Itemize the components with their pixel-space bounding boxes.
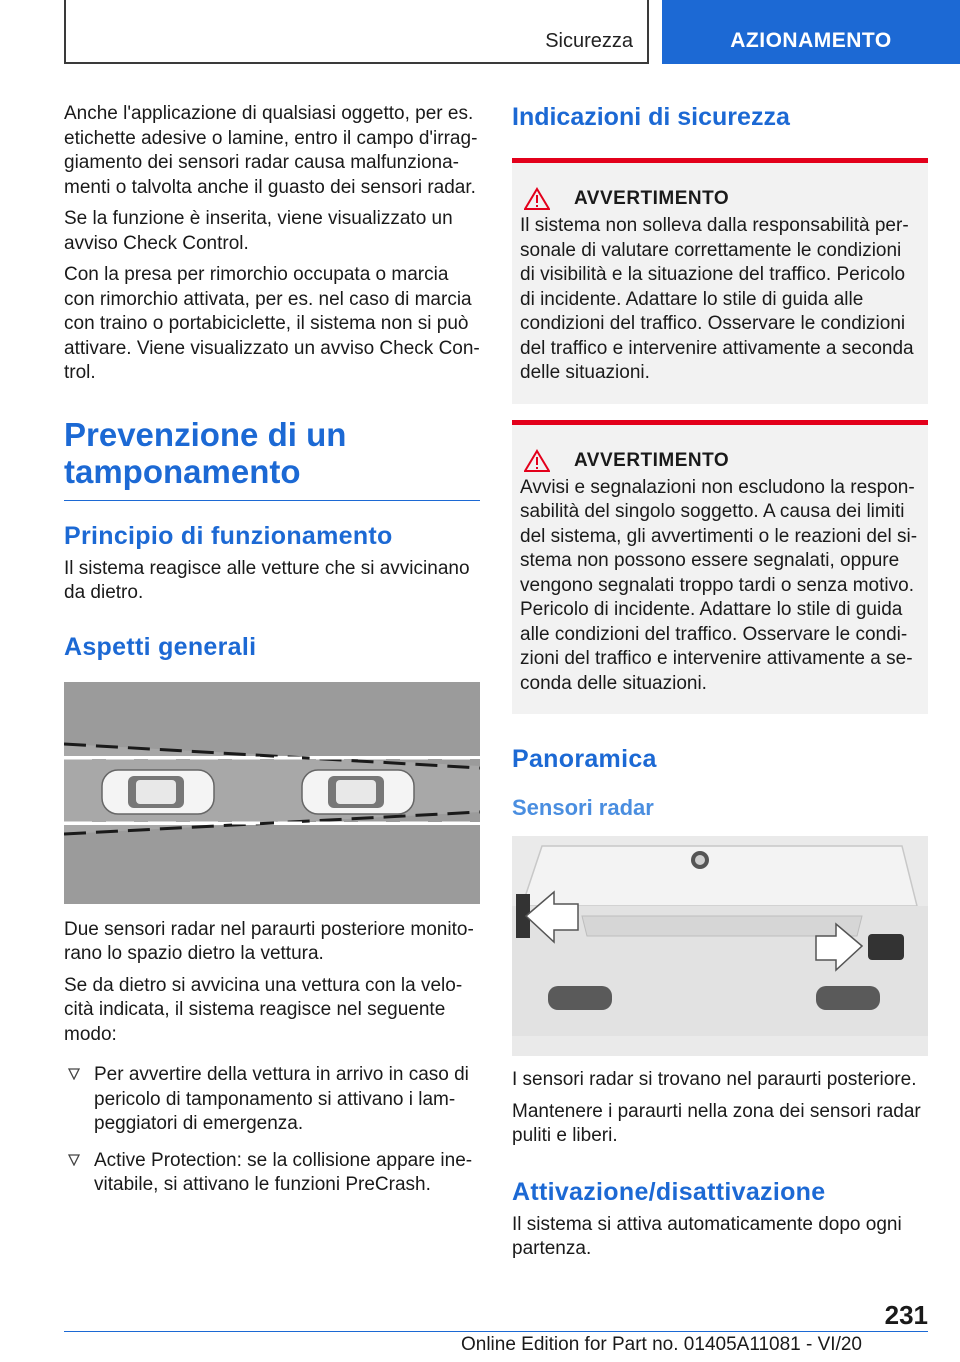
list-item bbox=[64, 1063, 480, 1137]
paragraph: Con la presa per rimorchio occupata o marcia con rimorchio attivata, per es. nel caso di marcia con traino o portabiciclette, il sistema non si può attivare. Viene visualizzato un avviso Check Control. bbox=[64, 264, 480, 383]
warning-triangle-icon bbox=[524, 449, 550, 473]
right-column bbox=[512, 102, 928, 1269]
paragraph: Anche l'applicazione di qualsiasi oggetto, per es. etichette adesive o lamine, entro il campo d'irraggiamento dei sensori radar causa malfunzionamenti o talvolta anche il guasto dei sensori radar. bbox=[64, 103, 478, 198]
warning-title: AVVERTIMENTO bbox=[574, 449, 730, 471]
paragraph: Il sistema si attiva automaticamente dopo ogni partenza. bbox=[512, 1213, 902, 1259]
triangle-bullet-icon bbox=[68, 1068, 80, 1080]
header-chapter-tab[interactable] bbox=[662, 0, 960, 64]
paragraph: I sensori radar si trovano nel paraurti posteriore. bbox=[512, 1069, 917, 1090]
warning-header bbox=[520, 449, 920, 473]
paragraph: Il sistema reagisce alle vetture che si avvicinano da dietro. bbox=[64, 557, 470, 603]
paragraph: Mantenere i paraurti nella zona dei sensori radar puliti e liberi. bbox=[512, 1100, 921, 1146]
warning-text: Il sistema non solleva dalla responsabilità personale di valutare correttamente le condizioni di visibilità e la situazione del traffico. Pericolo di incidente. Adattare lo stile di guida alle condizioni del traffico. Osservare le condizioni del traffico e intervenire attivamente a seconda delle situazioni. bbox=[520, 215, 914, 383]
list-item bbox=[64, 1149, 480, 1198]
header-section-box bbox=[64, 0, 649, 64]
subsection-heading: Attivazione/disattivazione bbox=[512, 1177, 826, 1206]
bullet-list bbox=[64, 1063, 480, 1198]
list-item-text: Per avvertire della vettura in arrivo in caso di pericolo di tamponamento si attivano i lampeggiatori di emergenza. bbox=[94, 1064, 469, 1134]
list-item-text: Active Protection: se la collisione appare inevitabile, si attivano le funzioni PreCrash. bbox=[94, 1149, 473, 1195]
footer-divider bbox=[64, 1331, 928, 1332]
traffic-illustration bbox=[64, 682, 480, 904]
subsection-heading: Indicazioni di sicurezza bbox=[512, 103, 790, 131]
subsection-heading: Panoramica bbox=[512, 745, 657, 773]
section-heading: Prevenzione di un tamponamento bbox=[64, 416, 480, 501]
warning-triangle-icon bbox=[524, 187, 550, 211]
subsection-heading: Aspetti generali bbox=[64, 632, 257, 661]
warning-box bbox=[512, 158, 928, 404]
rear-bumper-photo bbox=[512, 836, 928, 1056]
paragraph: Se da dietro si avvicina una vettura con la velocità indicata, il sistema reagisce nel seguente modo: bbox=[64, 974, 463, 1045]
subsection-heading: Principio di funzionamento bbox=[64, 521, 393, 550]
paragraph: Due sensori radar nel paraurti posteriore monitorano lo spazio dietro la vettura. bbox=[64, 918, 474, 964]
sub-subsection-heading: Sensori radar bbox=[512, 795, 654, 820]
footer-edition-text: Online Edition for Part no. 01405A11081 - VI/20 bbox=[460, 1334, 862, 1355]
paragraph: Se la funzione è inserita, viene visualizzato un avviso Check Control. bbox=[64, 208, 453, 254]
triangle-bullet-icon bbox=[68, 1154, 80, 1166]
warning-header bbox=[520, 187, 920, 211]
header-section-label: Sicurezza bbox=[545, 30, 633, 52]
left-column bbox=[64, 102, 480, 1210]
warning-title: AVVERTIMENTO bbox=[574, 188, 730, 209]
header-chapter-label: AZIONAMENTO bbox=[730, 29, 892, 52]
warning-box bbox=[512, 420, 928, 715]
warning-text: Avvisi e segnalazioni non escludono la responsabilità del singolo soggetto. A causa dei limiti del sistema, gli avvertimenti o le reazioni del sistema non possono essere segnalati, oppure vengono segnalati troppo tardi o senza motivo. Pericolo di incidente. Adattare lo stile di guida alle condizioni del traffico. Osservare le condizioni del traffico e intervenire attivamente a seconda delle situazioni. bbox=[520, 476, 918, 694]
page-number: 231 bbox=[884, 1300, 928, 1330]
